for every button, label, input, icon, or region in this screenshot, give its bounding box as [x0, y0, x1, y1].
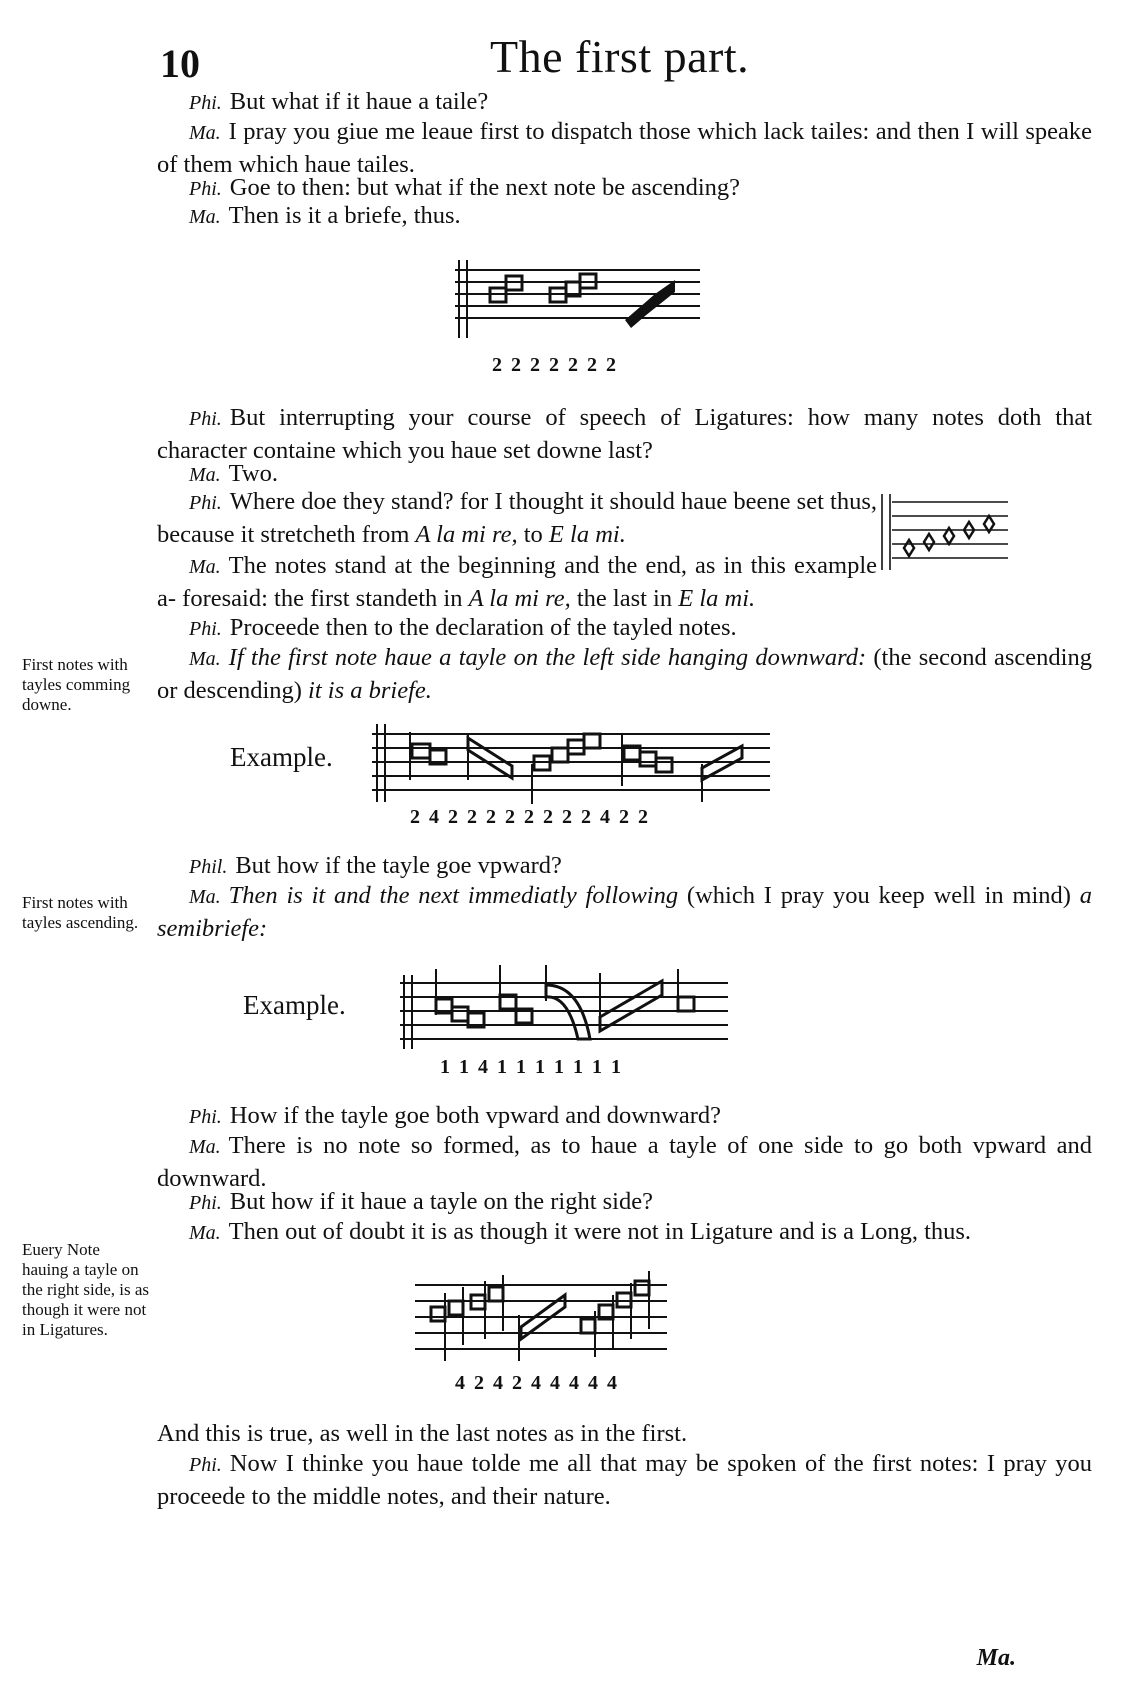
running-title: The first part.: [490, 31, 750, 82]
dialogue-text: to: [523, 521, 543, 548]
dialogue-line: [157, 642, 1092, 707]
dialogue-text: I pray you giue me leaue first to dispatch those which lack tailes: and then I will speake of them which haue tailes.: [157, 118, 1092, 178]
speaker-label: Phil.: [189, 856, 228, 878]
dialogue-line: [157, 200, 1092, 233]
speaker-label: Phi.: [189, 618, 222, 640]
speaker-label: Phi.: [189, 1192, 222, 1214]
dialogue-text-italic: it is a briefe.: [308, 677, 432, 704]
speaker-label: Phi.: [189, 408, 222, 430]
example-label: Example.: [243, 990, 346, 1020]
speaker-label: Ma.: [189, 1222, 221, 1244]
speaker-label: Ma.: [189, 648, 221, 670]
dialogue-text-italic: a semibriefe:: [157, 882, 1093, 942]
solmization-name: E la mi.: [678, 585, 756, 612]
dialogue-line: [157, 86, 1092, 119]
speaker-label: Phi.: [189, 1106, 222, 1128]
music-ligature-example-1: [455, 258, 705, 348]
speaker-label: Ma.: [189, 206, 221, 228]
dialogue-text: foresaid: the first standeth in: [182, 585, 463, 612]
narrative-line: [157, 1418, 1092, 1450]
dialogue-line: [157, 1100, 1092, 1133]
note-values: 2 2 2 2 2 2 2: [492, 354, 618, 376]
dialogue-text: But what if it haue a taile?: [229, 88, 489, 115]
dialogue-text: Then is it a briefe, thus.: [228, 202, 461, 229]
solmization-name: A la mi re,: [468, 585, 571, 612]
solmization-name: A la mi re,: [415, 521, 518, 548]
dialogue-text: How if the tayle goe both vpward and downward?: [229, 1102, 722, 1129]
dialogue-text: Two.: [228, 460, 278, 487]
dialogue-text: Where doe they stand? for I thought it should haue beene set thus,: [229, 488, 877, 515]
note-values: 4 2 4 2 4 4 4 4 4: [455, 1372, 619, 1394]
dialogue-text: But how if it haue a tayle on the right side?: [229, 1188, 653, 1215]
dialogue-line: [157, 612, 1092, 645]
speaker-label: Ma.: [189, 886, 221, 908]
speaker-label: Phi.: [189, 1454, 222, 1476]
dialogue-line: [157, 486, 877, 551]
speaker-label: Ma.: [189, 1136, 221, 1158]
dialogue-text-italic: If the first note haue a tayle on the left side hanging downward:: [228, 644, 867, 671]
margin-note: First notes with tayles comming downe.: [22, 655, 131, 714]
dialogue-line: [157, 880, 1092, 945]
example-label: Example.: [230, 742, 333, 772]
dialogue-text: But how if the tayle goe vpward?: [235, 852, 562, 879]
margin-note: First notes with tayles ascending.: [22, 893, 139, 932]
dialogue-text: And this is true, as well in the last notes as in the first.: [157, 1420, 688, 1447]
dialogue-line: [157, 1186, 1092, 1219]
speaker-label: Phi.: [189, 178, 222, 200]
dialogue-line: [157, 1448, 1092, 1513]
note-values: 1 1 4 1 1 1 1 1 1 1: [440, 1056, 623, 1078]
catchword: Ma.: [976, 1645, 1016, 1671]
speaker-label: Ma.: [189, 464, 221, 486]
dialogue-line: [157, 550, 877, 615]
dialogue-text: (which I pray you keep well in mind): [686, 882, 1071, 909]
music-inset-staff: [878, 490, 1013, 578]
solmization-name: E la mi.: [548, 521, 626, 548]
dialogue-line: [157, 1216, 1092, 1249]
dialogue-line: [157, 850, 1092, 883]
music-ligature-example-3: [400, 965, 730, 1055]
dialogue-text: Then out of doubt it is as though it were not in Ligature and is a Long, thus.: [228, 1218, 972, 1245]
speaker-label: Phi.: [189, 92, 222, 114]
page-number: 10: [160, 41, 200, 86]
dialogue-text: There is no note so formed, as to haue a tayle of one side to go both vpward and downward.: [157, 1132, 1092, 1192]
dialogue-text: The notes stand at the beginning and the end, as in this example a-: [157, 552, 877, 612]
music-ligature-example-2: [372, 720, 772, 810]
speaker-label: Ma.: [189, 556, 221, 578]
dialogue-text: But interrupting your course of speech of Ligatures: how many notes doth that character containe which you haue set downe last?: [157, 404, 1092, 464]
dialogue-text: because it stretcheth from: [157, 521, 410, 548]
dialogue-text: Goe to then: but what if the next note be ascending?: [229, 174, 741, 201]
dialogue-text: Proceede then to the declaration of the tayled notes.: [229, 614, 737, 641]
dialogue-text: (the second ascending or descending): [157, 644, 1092, 704]
dialogue-text: Now I thinke you haue tolde me all that may be spoken of the first notes: I pray you proceede to the middle notes, and their nature.: [157, 1450, 1092, 1510]
margin-note: Euery Note hauing a tayle on the right side, is as though it were not in Ligatures.: [22, 1240, 150, 1339]
music-ligature-example-4: [415, 1265, 670, 1365]
speaker-label: Phi.: [189, 492, 222, 514]
speaker-label: Ma.: [189, 122, 221, 144]
dialogue-text-italic: Then is it and the next immediatly following: [228, 882, 679, 909]
note-values: 2 4 2 2 2 2 2 2 2 2 4 2 2: [410, 806, 650, 828]
dialogue-text: the last in: [576, 585, 673, 612]
